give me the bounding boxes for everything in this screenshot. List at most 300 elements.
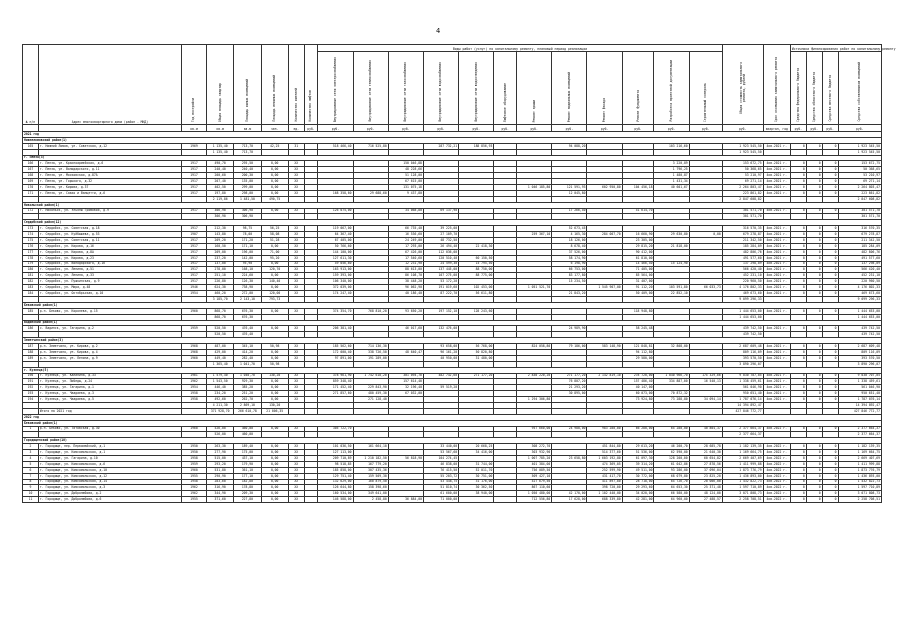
cell-w: 53 448,75: [423, 479, 458, 485]
cell-e: 97 891,00: [318, 355, 353, 361]
cell-tot: 14 394 892,47: [722, 402, 763, 408]
cell-s2: 224,60: [234, 273, 261, 279]
cell-a: г. Кузнецк, ул. Чаадаева, д.5: [38, 397, 181, 403]
cell-o: 0: [806, 485, 822, 491]
cell-pr: 61 042,86: [654, 461, 689, 467]
cell-m: 0: [822, 326, 838, 332]
cell-fa: 411 897,80: [587, 479, 622, 485]
cell-dt: 4кв.2021 г.: [763, 355, 790, 361]
cell-fn: 29 613,20: [622, 444, 654, 450]
cell-own: 220 960,50: [838, 279, 881, 285]
cell-y: 1917: [182, 255, 207, 261]
sources-group-header: Источники финансирования работ по капитальному ремонту: [790, 45, 881, 52]
cell-w: 55 203,72: [423, 473, 458, 479]
cell-tot: 223 861,82: [722, 190, 763, 196]
cell-a: г. Городище, ул. Добролюбова, д.2: [38, 491, 181, 497]
cell-kr: 1 046 185,80: [517, 185, 552, 191]
cell-y: 1917: [182, 238, 207, 244]
cell-s3: 120,70: [261, 267, 288, 273]
cell-m: 0: [822, 491, 838, 497]
cell-w: 53 172,20: [423, 279, 458, 285]
cell-f: 0: [790, 226, 806, 232]
cell-kr: 957 660,00: [517, 426, 552, 432]
cell-pr: 128 200,00: [654, 455, 689, 461]
cell-s2: 299,00: [234, 185, 261, 191]
cell-e: 185 858,00: [318, 467, 353, 473]
cell-s1: 143,80: [207, 232, 234, 238]
cell-o: 0: [806, 249, 822, 255]
cell-kr: 1 007 785,20: [517, 455, 552, 461]
cell-v: 188 856,93: [459, 143, 494, 149]
cell-pd: 6 198,90: [552, 261, 587, 267]
cell-fa: 284 007,70: [587, 232, 622, 238]
cell-e: 50 766,60: [318, 243, 353, 249]
cell-w: 197 152,10: [423, 308, 458, 314]
cell-own: 153 672,75: [838, 161, 881, 167]
cell-w: 61 600,00: [423, 491, 458, 497]
unit-cell: руб.: [822, 125, 838, 132]
cell-s1: 1 135,40: [207, 149, 234, 155]
cell-m: 0: [822, 285, 838, 291]
cell-e: 171 452,40: [318, 385, 353, 391]
cell-m: 0: [822, 467, 838, 473]
cell-pr: 15 124,90: [654, 261, 689, 267]
cell-s1: 526,00: [207, 432, 234, 438]
cell-fn: 73 924,80: [622, 397, 654, 403]
cell-e: 126 075,00: [318, 208, 353, 214]
cell-tot: 1 432 822,73: [722, 479, 763, 485]
cell-m: 0: [822, 243, 838, 249]
cell-s2: 266 610,78: [234, 408, 261, 414]
cell-pd: 4 165,30: [552, 232, 587, 238]
cell-s2: 437,10: [234, 455, 261, 461]
cell-a: г. Кузнецк, ул. Победы, д.24: [38, 379, 181, 385]
cell-s1: 293,20: [207, 461, 234, 467]
cell-pd: 24 989,90: [552, 326, 587, 332]
cell-v: 60 150,50: [459, 255, 494, 261]
cell-fn: 104 456,18: [622, 185, 654, 191]
cell-a: г. Пенза, ул. Горького, д.32: [38, 179, 181, 185]
cell-gs: 17 540,60: [388, 255, 423, 261]
cell-e: 67 405,00: [318, 238, 353, 244]
cell-w: 46 838,00: [423, 461, 458, 467]
cell-v: 52 011,70: [459, 467, 494, 473]
cell-gs: 96 062,90: [388, 285, 423, 291]
cell-n: 3: [23, 450, 39, 456]
cell-s2: 476,40: [234, 332, 261, 338]
cell-s2: 676,30: [234, 314, 261, 320]
cell-o: 0: [806, 444, 822, 450]
cell-gs: 12 231,90: [388, 261, 423, 267]
cell-dt: 4кв.2021 г.: [763, 273, 790, 279]
cell-own: 1 338 459,61: [838, 379, 881, 385]
cell-m: 0: [822, 344, 838, 350]
cell-s1: 429,00: [207, 349, 234, 355]
cell-tot: 1 411 999,88: [722, 461, 763, 467]
cell-m: 0: [822, 232, 838, 238]
cell-p: XX: [288, 285, 304, 291]
cell-own: 482 806,76: [838, 249, 881, 255]
cell-s1: 344,90: [207, 491, 234, 497]
cell-fn: 28 718,00: [622, 479, 654, 485]
cell-gs: 51 128,00: [388, 173, 423, 179]
cell-pd: 17 266,40: [552, 208, 587, 214]
cell-gs: 157 614,40: [388, 379, 423, 385]
cell-l: [304, 497, 318, 503]
cell-fn: 29 293,60: [622, 485, 654, 491]
cell-m: 0: [822, 379, 838, 385]
cell-pr: 3 220,89: [654, 161, 689, 167]
cell-a: г. Пенза, ул. Московская, д.87А: [38, 173, 181, 179]
unit-cell: руб.: [806, 125, 822, 132]
capital-repair-table: [22, 44, 896, 503]
cell-tot: 439 742,50: [722, 332, 763, 338]
cell-s1: 306,90: [207, 214, 234, 220]
col-header-electric: Внутридомовые сети электроснабжения: [318, 52, 353, 125]
cell-s1: 624,30: [207, 285, 234, 291]
col-header-lifts: Количество лифтов: [304, 45, 318, 125]
cell-y: 1962: [182, 491, 207, 497]
cell-s2: 179,90: [234, 461, 261, 467]
cell-m: 0: [822, 385, 838, 391]
cell-n: 190: [23, 373, 39, 379]
cell-n: 168: [23, 173, 39, 179]
cell-own: 566 420,40: [838, 267, 881, 273]
cell-dt: 4кв.2022 г.: [763, 479, 790, 485]
cell-s1: 137,00: [207, 261, 234, 267]
cell-dt: 4кв.2021 г.: [763, 344, 790, 350]
cell-a: г. Пенза, ул. Красноармейская, д.6: [38, 161, 181, 167]
cell-tot: 1 597 710,89: [722, 485, 763, 491]
unit-cell: руб.: [689, 125, 722, 132]
cell-sk: 27 488,57: [689, 497, 722, 503]
cell-s3: 0,00: [261, 261, 288, 267]
cell-tot: 9 030 707,05: [722, 373, 763, 379]
cell-o: 0: [806, 491, 822, 497]
col-header-owners: Средства собственников помещений: [838, 52, 881, 125]
cell-pr: 103 216,60: [654, 143, 689, 149]
cell-fn: 50 409,00: [622, 291, 654, 297]
cell-s3: 120,00: [261, 291, 288, 297]
cell-gs: 88 613,00: [388, 267, 423, 273]
cell-pd: 42 170,00: [552, 491, 587, 497]
cell-a: г. Сердобск, ул. Володарского, д.16: [38, 261, 181, 267]
cell-p: XX: [288, 291, 304, 297]
cell-y: 1954: [182, 385, 207, 391]
cell-dt: 4кв.2022 г.: [763, 461, 790, 467]
cell-s2: 175,00: [234, 450, 261, 456]
cell-f: 0: [790, 185, 806, 191]
cell-p: XX: [288, 467, 304, 473]
cell-gs: 32 196,40: [388, 385, 423, 391]
cell-a: Итого на 2021 год: [38, 408, 181, 414]
cell-s1: 1 543,50: [207, 379, 234, 385]
cell-tot: 153 672,75: [722, 161, 763, 167]
cell-tot: 452 231,10: [722, 273, 763, 279]
cell-v: 31 176,00: [459, 479, 494, 485]
cell-y: 1960: [182, 355, 207, 361]
cell-gs: 40 186,40: [388, 291, 423, 297]
cell-p: XX: [288, 261, 304, 267]
cell-own: 2 847 608,82: [838, 196, 881, 202]
section-title: Земетчинский район(3): [23, 338, 882, 344]
cell-tot: 1 338 459,61: [722, 379, 763, 385]
works-group-header: Виды работ (услуг) по капитальному ремонту, плановый период реализации: [318, 45, 722, 52]
cell-e: 101 036,50: [318, 444, 353, 450]
cell-s2: 262,70: [234, 397, 261, 403]
cell-y: 1962: [182, 485, 207, 491]
cell-e: 271 857,60: [318, 391, 353, 397]
cell-m: 0: [822, 167, 838, 173]
cell-v: [459, 497, 494, 503]
cell-f: 0: [790, 467, 806, 473]
cell-s2: 98,75: [234, 226, 261, 232]
cell-y: 1917: [182, 167, 207, 173]
cell-s3: 0,00: [261, 479, 288, 485]
cell-pd: 52 673,45: [552, 226, 587, 232]
cell-m: 0: [822, 373, 838, 379]
unit-cell: руб.: [722, 125, 763, 132]
cell-pd: 18 126,00: [552, 238, 587, 244]
cell-fn: 34 020,00: [622, 491, 654, 497]
cell-dt: 4кв.2022 г.: [763, 485, 790, 491]
cell-s1: 487,00: [207, 344, 234, 350]
col-header-design: Разработка проектной документации: [654, 52, 689, 125]
cell-s2: 306,90: [234, 214, 261, 220]
cell-pd: 94 088,20: [552, 143, 587, 149]
cell-pd: 17 628,00: [552, 497, 587, 503]
cell-p: XX: [288, 179, 304, 185]
cell-m: 0: [822, 450, 838, 456]
cell-pd: 271 177,20: [552, 373, 587, 379]
cell-p: XX: [288, 344, 304, 350]
cell-n: 189: [23, 355, 39, 361]
cell-m: 0: [822, 355, 838, 361]
cell-fa: 1 102 440,00: [587, 491, 622, 497]
cell-s3: 58,08: [261, 232, 288, 238]
cell-h: 768 810,20: [353, 308, 388, 314]
unit-cell: ед.: [288, 125, 304, 132]
cell-pd: 66 753,00: [552, 267, 587, 273]
cell-s1: 240,40: [207, 167, 234, 173]
cell-s1: 277,90: [207, 450, 234, 456]
cell-pr: 62 590,00: [654, 450, 689, 456]
cell-m: 0: [822, 291, 838, 297]
cell-v: 56 768,00: [459, 344, 494, 350]
cell-tot: 393 570,50: [722, 355, 763, 361]
cell-w: 69 137,90: [423, 208, 458, 214]
cell-fa: 1 545 907,00: [587, 285, 622, 291]
cell-dt: 4кв.2022 г.: [763, 426, 790, 432]
cell-h: 161 664,10: [353, 444, 388, 450]
cell-own: 1 597 710,89: [838, 485, 881, 491]
cell-f: 0: [790, 232, 806, 238]
cell-o: 0: [806, 479, 822, 485]
col-header-basement: Ремонт подвальных помещений: [552, 52, 587, 125]
cell-f: 0: [790, 450, 806, 456]
cell-pr: 66 580,00: [654, 491, 689, 497]
cell-gs: 67 426,00: [388, 249, 423, 255]
cell-a: г. Сердобск, ул. Мира, д.48: [38, 285, 181, 291]
cell-fa: 983 280,00: [587, 426, 622, 432]
cell-s3: 0,00: [261, 461, 288, 467]
cell-a: г. Пенза, ул. Кирова, д.37: [38, 185, 181, 191]
cell-m: 0: [822, 479, 838, 485]
cell-o: 0: [806, 232, 822, 238]
cell-n: 167: [23, 167, 39, 173]
cell-kr: 308 272,70: [517, 444, 552, 450]
cell-tot: 4 176 802,33: [722, 285, 763, 291]
cell-m: 0: [822, 185, 838, 191]
cell-a: г. Никольск, ул. Ульяны Громовой, д.9: [38, 208, 181, 214]
cell-a: г. Пенза, ул. Сакко и Ванцетти, д.6: [38, 190, 181, 196]
cell-s2: 182,80: [234, 479, 261, 485]
unit-cell: руб.: [622, 125, 654, 132]
cell-own: 561 046,90: [838, 385, 881, 391]
cell-a: г. Сердобск, ул. Кирова, д.8А: [38, 249, 181, 255]
cell-pr: 103 591,80: [654, 285, 689, 291]
cell-v: 88 775,00: [459, 273, 494, 279]
cell-p: XX: [288, 279, 304, 285]
cell-dt: 4кв.2022 г.: [763, 473, 790, 479]
cell-own: 50 368,65: [838, 167, 881, 173]
cell-dt: 4кв.2021 г.: [763, 291, 790, 297]
cell-e: 127 113,00: [318, 450, 353, 456]
cell-o: 0: [806, 355, 822, 361]
cell-w: 76 415,50: [423, 467, 458, 473]
cell-s2: 126,30: [234, 279, 261, 285]
cell-tot: 1 444 653,00: [722, 308, 763, 314]
cell-v: 20 668,25: [459, 444, 494, 450]
cell-sk: 28 685,78: [689, 444, 722, 450]
cell-tot: 2 847 608,82: [722, 196, 763, 202]
cell-m: 0: [822, 267, 838, 273]
cell-v: 128 243,60: [459, 308, 494, 314]
cell-fn: 91 112,20: [622, 285, 654, 291]
cell-m: 0: [822, 349, 838, 355]
cell-gs: 46 017,60: [388, 326, 423, 332]
cell-s1: 371,60: [207, 497, 234, 503]
cell-fn: 49 511,00: [622, 467, 654, 473]
cell-v: 31 744,00: [459, 461, 494, 467]
cell-own: 1 923 545,50: [838, 149, 881, 155]
cell-w: 27 109,70: [423, 232, 458, 238]
cell-w: 51 810,74: [423, 485, 458, 491]
cell-s3: 0,00: [261, 444, 288, 450]
cell-fn: 278 720,00: [622, 373, 654, 379]
cell-s1: 306,90: [207, 208, 234, 214]
cell-f: 0: [790, 167, 806, 173]
cell-own: 1 444 653,00: [838, 308, 881, 314]
cell-m: 0: [822, 238, 838, 244]
cell-tot: 185 284,09: [722, 243, 763, 249]
cell-a: г. Городище, ул. Гагарина, д.10: [38, 455, 181, 461]
cell-s2: 345,10: [234, 344, 261, 350]
cell-s2: 2 869,10: [234, 402, 261, 408]
cell-tot: 316 570,35: [722, 226, 763, 232]
cell-m: 0: [822, 173, 838, 179]
cell-kr: 401 384,00: [517, 461, 552, 467]
cell-pr: 64 280,00: [654, 426, 689, 432]
cell-a: р.п. Земетчино, ул. Кирова, д.4: [38, 349, 181, 355]
cell-o: 0: [806, 379, 822, 385]
cell-dt: 4кв.2021 г.: [763, 267, 790, 273]
col-header-residents: Количество жителей: [288, 45, 304, 125]
cell-f: 0: [790, 261, 806, 267]
cell-f: 0: [790, 455, 806, 461]
cell-e: 168 358,60: [318, 190, 353, 196]
cell-f: 0: [790, 491, 806, 497]
cell-tot: 1 923 545,50: [722, 149, 763, 155]
cell-p: XX: [288, 473, 304, 479]
cell-dt: 4кв.2021 г.: [763, 326, 790, 332]
cell-o: 0: [806, 238, 822, 244]
cell-s1: 251,10: [207, 273, 234, 279]
cell-s2: 171,20: [234, 238, 261, 244]
cell-s3: 21 006,35: [261, 408, 288, 414]
cell-s2: 189,40: [234, 444, 261, 450]
cell-s2: 142,00: [234, 255, 261, 261]
cell-y: 1962: [182, 379, 207, 385]
cell-f: 0: [790, 391, 806, 397]
cell-s3: 0,00: [261, 190, 288, 196]
cell-dt: 4кв.2022 г.: [763, 497, 790, 503]
cell-s2: 135,00: [234, 179, 261, 185]
cell-dt: 4кв.2021 г.: [763, 391, 790, 397]
cell-f: 0: [790, 249, 806, 255]
cell-pd: 121 591,93: [552, 185, 587, 191]
cell-n: 170: [23, 185, 39, 191]
cell-f: 0: [790, 379, 806, 385]
cell-n: 2: [23, 444, 39, 450]
cell-m: 0: [822, 461, 838, 467]
cell-h: 29 688,60: [353, 190, 388, 196]
col-header-lift-equipment: Лифтовое оборудование: [494, 52, 517, 125]
cell-tot: 2 377 664,37: [722, 426, 763, 432]
cell-a: г. Сердобск, ул. Советская, д.11: [38, 238, 181, 244]
cell-tot: 2 687 609,48: [722, 344, 763, 350]
cell-fn: 90 412,00: [622, 249, 654, 255]
cell-kr: 509 427,10: [517, 473, 552, 479]
cell-n: 179: [23, 261, 39, 267]
cell-p: XX: [288, 379, 304, 385]
cell-sk: 37 096,04: [689, 467, 722, 473]
cell-m: 0: [822, 261, 838, 267]
cell-kr: 867 110,60: [517, 485, 552, 491]
cell-y: 1959: [182, 326, 207, 332]
cell-o: 0: [806, 385, 822, 391]
cell-fa: 1 603 192,80: [587, 455, 622, 461]
cell-tot: 482 806,76: [722, 249, 763, 255]
cell-s3: 0,00: [261, 285, 288, 291]
cell-dt: 4кв.2021 г.: [763, 279, 790, 285]
cell-tot: 1 169 664,75: [722, 450, 763, 456]
cell-gs: 48 640,47: [388, 349, 423, 355]
section-title: Нижнеломовский район(1): [23, 137, 882, 143]
cell-fn: 61 097,30: [622, 455, 654, 461]
cell-a: г. Нижний Ломов, ул. Советская, д.12: [38, 143, 181, 149]
cell-v: 271 177,20: [459, 373, 494, 379]
unit-cell: квартал, год: [763, 125, 790, 132]
cell-e: 206 381,40: [318, 326, 353, 332]
cell-p: XX: [288, 249, 304, 255]
cell-p: XX: [288, 455, 304, 461]
cell-o: 0: [806, 226, 822, 232]
cell-s1: 531,80: [207, 467, 234, 473]
cell-s2: 738,90: [234, 285, 261, 291]
cell-pr: 29 630,80: [654, 232, 689, 238]
cell-own: 393 570,50: [838, 355, 881, 361]
